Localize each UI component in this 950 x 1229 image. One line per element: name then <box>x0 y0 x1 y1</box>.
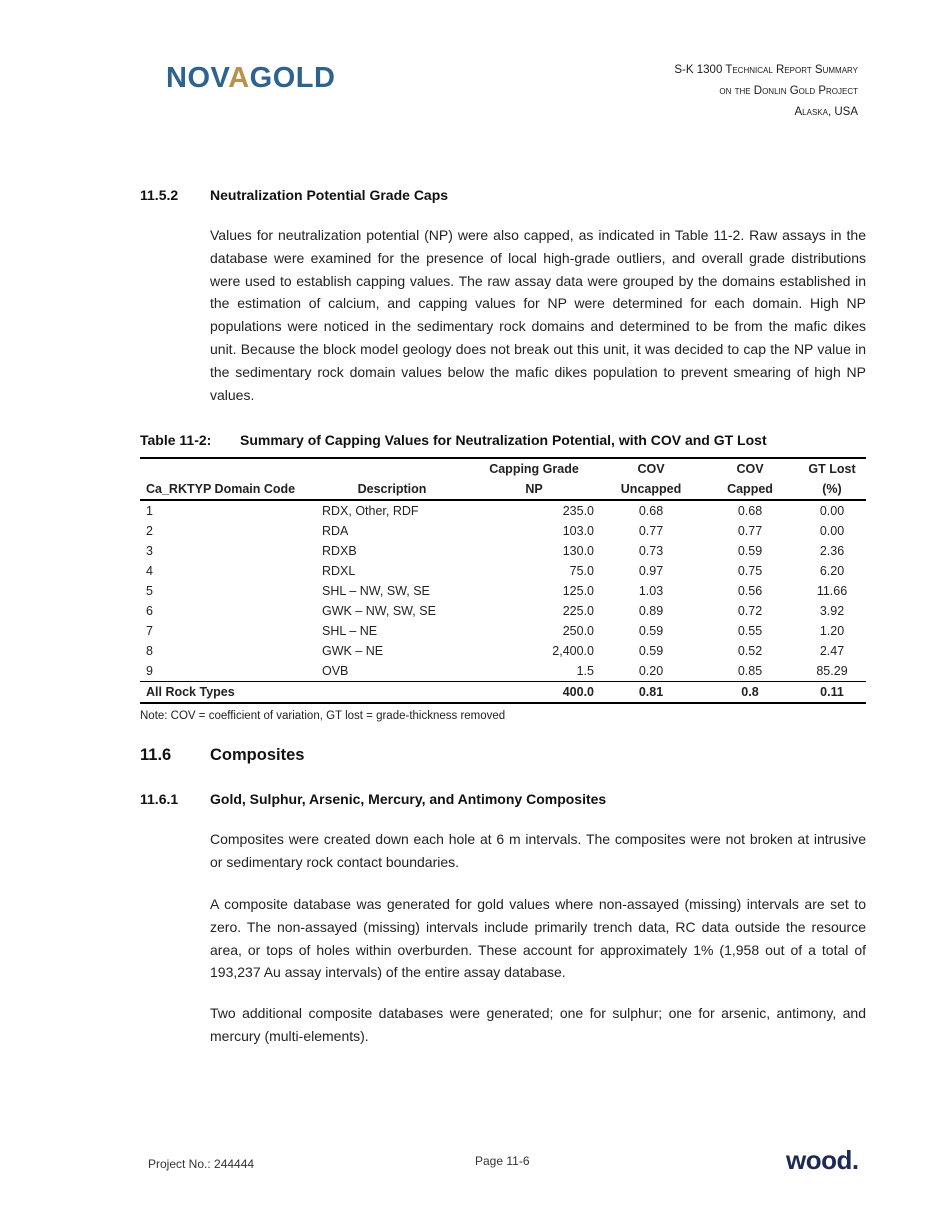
gt-lost-cell: 0.00 <box>819 504 845 518</box>
domain-code-cell: 5 <box>146 584 153 598</box>
description-cell: OVB <box>322 664 349 678</box>
capping-values-table <box>140 457 866 704</box>
composites-paragraph-2: A composite database was generated for gold values where non-assayed (missing) intervals are set to zero. The non-assayed (missing) intervals include primarily trench data, RC data outside the resource area, or tops of holes within overburden. These account for approximately 1% (1,958 out of a total of 193,237 Au assay intervals) of the entire assay database. <box>210 896 866 981</box>
report-title-line3: Alaska, USA <box>794 106 858 118</box>
header-cell: COV <box>702 458 798 479</box>
table-title: Summary of Capping Values for Neutralization Potential, with COV and GT Lost <box>240 432 767 448</box>
cov-capped-cell: 0.68 <box>737 504 763 518</box>
logo-text-pre: NOV <box>166 62 229 94</box>
gt-lost-cell: 0.11 <box>798 682 866 704</box>
table-row <box>140 661 866 682</box>
section-number: 11.5.2 <box>140 187 179 203</box>
novagold-logo <box>166 64 335 93</box>
section-number: 11.6.1 <box>140 791 179 807</box>
cov-capped-cell: 0.8 <box>702 682 798 704</box>
gt-lost-cell: 2.36 <box>819 544 845 558</box>
table-note: Note: COV = coefficient of variation, GT lost = grade-thickness removed <box>140 710 506 722</box>
domain-code-cell: 9 <box>146 664 153 678</box>
domain-code-cell: 7 <box>146 624 153 638</box>
table-row <box>140 541 866 561</box>
wood-logo: wood. <box>786 1145 859 1175</box>
header-cell: Description <box>316 479 468 500</box>
cov-capped-cell: 0.85 <box>737 664 763 678</box>
description-cell: RDXL <box>322 564 356 578</box>
composites-paragraph-3: Two additional composite databases were generated; one for sulphur; one for arsenic, antimony, and mercury (multi-elements). <box>210 1005 866 1044</box>
section-heading-11-5-2 <box>140 187 448 203</box>
gt-lost-cell: 0.00 <box>819 524 845 538</box>
domain-code-cell: 3 <box>146 544 153 558</box>
capping-grade-cell: 103.0 <box>562 524 594 538</box>
domain-code-cell: 4 <box>146 564 153 578</box>
table-row <box>140 581 866 601</box>
cov-capped-cell: 0.72 <box>737 604 763 618</box>
description-cell <box>316 682 468 704</box>
cov-capped-cell: 0.55 <box>737 624 763 638</box>
description-cell: RDXB <box>322 544 357 558</box>
cov-capped-cell: 0.75 <box>737 564 763 578</box>
section-number: 11.6 <box>140 746 172 764</box>
header-cell <box>140 458 316 479</box>
capping-grade-cell: 235.0 <box>562 504 594 518</box>
header-cell: Ca_RKTYP Domain Code <box>140 479 316 500</box>
cov-uncapped-cell: 0.89 <box>638 604 664 618</box>
capping-grade-cell: 250.0 <box>562 624 594 638</box>
table-row <box>140 500 866 521</box>
domain-code-cell: 8 <box>146 644 153 658</box>
table-row <box>140 641 866 661</box>
domain-code-cell: All Rock Types <box>140 682 316 704</box>
section-title: Gold, Sulphur, Arsenic, Mercury, and Antimony Composites <box>210 791 607 807</box>
domain-code-cell: 6 <box>146 604 153 618</box>
domain-code-cell: 2 <box>146 524 153 538</box>
header-cell: (%) <box>798 479 866 500</box>
description-cell: GWK – NW, SW, SE <box>322 604 436 618</box>
capping-grade-cell: 125.0 <box>562 584 594 598</box>
report-title-line1: S-K 1300 Technical Report Summary <box>674 64 858 76</box>
cov-uncapped-cell: 0.81 <box>600 682 702 704</box>
cov-uncapped-cell: 0.97 <box>638 564 664 578</box>
table-body <box>140 500 866 703</box>
section-title: Composites <box>210 746 305 764</box>
header-cell: Capped <box>702 479 798 500</box>
cov-uncapped-cell: 0.73 <box>638 544 664 558</box>
header-cell: Uncapped <box>600 479 702 500</box>
capping-grade-cell: 130.0 <box>562 544 594 558</box>
capping-grade-cell: 75.0 <box>569 564 594 578</box>
page-number: Page 11-6 <box>475 1154 530 1168</box>
cov-capped-cell: 0.52 <box>737 644 763 658</box>
gt-lost-cell: 2.47 <box>819 644 845 658</box>
section-heading-11-6-1 <box>140 791 606 807</box>
table-total-row <box>140 682 866 704</box>
header-cell: COV <box>600 458 702 479</box>
description-cell: GWK – NE <box>322 644 384 658</box>
gt-lost-cell: 1.20 <box>819 624 845 638</box>
description-cell: SHL – NW, SW, SE <box>322 584 430 598</box>
cov-uncapped-cell: 0.68 <box>638 504 664 518</box>
header-cell: GT Lost <box>798 458 866 479</box>
gt-lost-cell: 85.29 <box>816 664 848 678</box>
np-caps-paragraph: Values for neutralization potential (NP) were also capped, as indicated in Table 11-2. Raw assays in the database were examined for the presence of local high-grade outliers, and overall grade distributions were used to establish capping values. The raw assay data were grouped by the domains established in the estimation of calcium, and capping values for NP were determined for each domain. High NP populations were noticed in the sedimentary rock domains and determined to be from the mafic dikes unit. Because the block model geology does not break out this unit, it was decided to cap the NP value in the sedimentary rock domain values below the mafic dikes population to prevent smearing of high NP values. <box>210 227 866 403</box>
description-cell: RDX, Other, RDF <box>322 504 419 518</box>
cov-uncapped-cell: 1.03 <box>638 584 664 598</box>
table-row <box>140 561 866 581</box>
cov-uncapped-cell: 0.59 <box>638 624 664 638</box>
gt-lost-cell: 6.20 <box>819 564 845 578</box>
project-number: Project No.: 244444 <box>148 1157 255 1171</box>
table-label: Table 11-2: <box>140 432 212 448</box>
cov-capped-cell: 0.59 <box>737 544 763 558</box>
logo-text-a: A <box>228 62 250 94</box>
capping-grade-cell: 2,400.0 <box>552 644 594 658</box>
domain-code-cell: 1 <box>146 504 153 518</box>
composites-paragraph-1: Composites were created down each hole at 6 m intervals. The composites were not broken at intrusive or sedimentary rock contact boundaries. <box>210 831 866 870</box>
section-heading-11-6 <box>140 746 304 765</box>
header-cell: Capping Grade <box>468 458 600 479</box>
table-caption <box>140 432 767 448</box>
section-title: Neutralization Potential Grade Caps <box>210 187 449 203</box>
cov-uncapped-cell: 0.59 <box>638 644 664 658</box>
table-row <box>140 621 866 641</box>
cov-capped-cell: 0.77 <box>737 524 763 538</box>
cov-uncapped-cell: 0.20 <box>638 664 664 678</box>
table-row <box>140 601 866 621</box>
gt-lost-cell: 11.66 <box>816 584 848 598</box>
capping-grade-cell: 400.0 <box>468 682 600 704</box>
description-cell: SHL – NE <box>322 624 378 638</box>
capping-grade-cell: 1.5 <box>576 664 594 678</box>
table-row <box>140 521 866 541</box>
gt-lost-cell: 3.92 <box>819 604 845 618</box>
logo-text-post: GOLD <box>249 62 336 94</box>
header-cell: NP <box>468 479 600 500</box>
table-header-top-row <box>140 458 866 479</box>
header-cell <box>316 458 468 479</box>
cov-capped-cell: 0.56 <box>737 584 763 598</box>
report-header <box>674 60 858 123</box>
report-title-line2: on the Donlin Gold Project <box>719 85 858 97</box>
table-header-bottom-row <box>140 479 866 500</box>
capping-grade-cell: 225.0 <box>562 604 594 618</box>
description-cell: RDA <box>322 524 349 538</box>
cov-uncapped-cell: 0.77 <box>638 524 664 538</box>
